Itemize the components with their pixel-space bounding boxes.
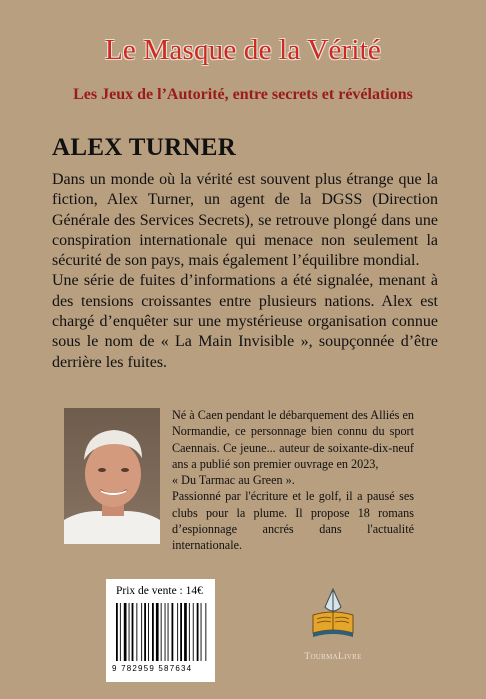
book-subtitle: Les Jeux de l’Autorité, entre secrets et révélations [73, 86, 413, 103]
isbn-number: 9 782959 587634 [112, 664, 193, 673]
author-portrait-icon [64, 408, 160, 544]
quill-book-logo-icon [303, 585, 363, 645]
synopsis-paragraph: Une série de fuites d’informations a été signalée, menant à des tensions croissantes entre plusieurs nations. Alex est chargé d’enquêter sur une mystérieuse organisation connue sous le nom de « La Main Invisible », soupçonnée d’être derrière les fuites. [52, 272, 438, 371]
publisher-name: TourmaLivre [304, 652, 362, 662]
price-label: Prix de vente : 14€ [116, 585, 203, 597]
bio-first-work: « Du Tarmac au Green ». [172, 473, 295, 488]
author-bio [172, 407, 414, 554]
book-title: Le Masque de la Vérité [104, 34, 382, 66]
barcode-bars [114, 603, 208, 663]
barcode-label [106, 579, 215, 682]
synopsis-paragraph: Dans un monde où la vérité est souvent plus étrange que la fiction, Alex Turner, un agent de la DGSS (Direction Générale des Services Secrets), se retrouve plongé dans une conspiration internationale qui menace non seulement la sécurité de son pays, mais également l’équilibre mondial. [52, 171, 438, 270]
bio-paragraph: Passionné par l'écriture et le golf, il a pausé ses clubs pour la plume. Il propose 18 romans d’espionnage ancrés dans l'actualité internationale. [172, 489, 414, 553]
synopsis [52, 170, 438, 373]
author-portrait [64, 408, 160, 544]
bio-paragraph: Né à Caen pendant le débarquement des Alliés en Normandie, ce personnage bien connu du sport Caennais. Ce jeune... auteur de soixante-dix-neuf ans a publié son premier ouvrage en 2023, [172, 408, 414, 471]
author-name: ALEX TURNER [52, 134, 237, 161]
